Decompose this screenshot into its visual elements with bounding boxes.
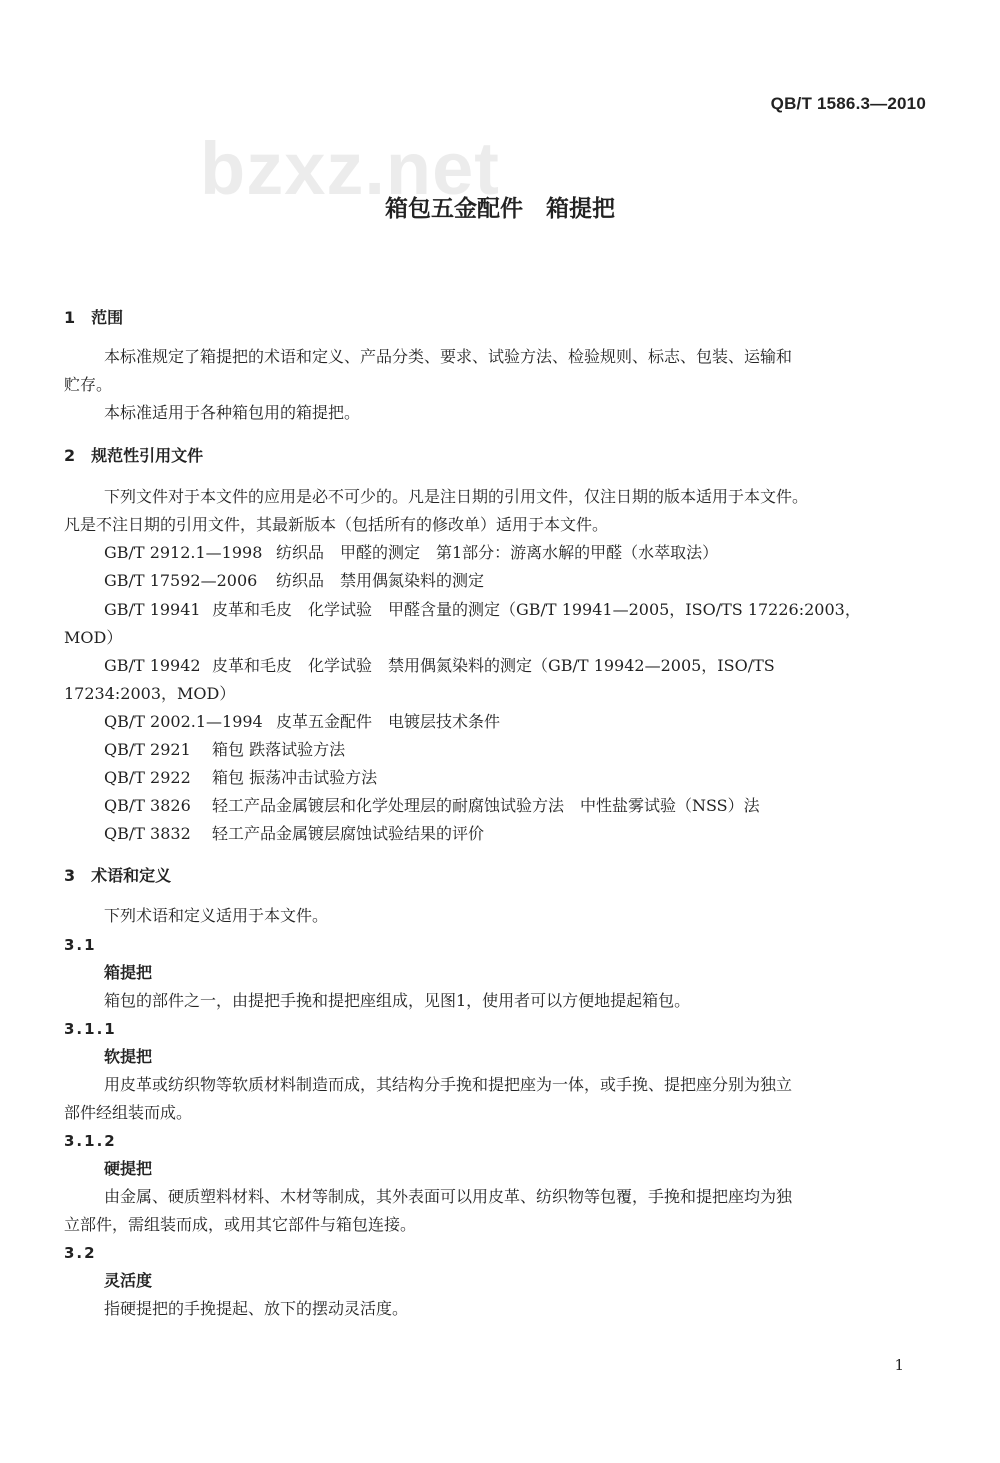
- reference-code: GB/T 2912.1—1998: [104, 543, 263, 562]
- reference-code: QB/T 3832: [104, 824, 191, 843]
- reference-continuation: MOD）: [64, 628, 123, 647]
- paragraph-line: 本标准规定了箱提把的术语和定义、产品分类、要求、试验方法、检验规则、标志、包装、运输和: [104, 347, 793, 366]
- section-heading-1: 1 范围: [64, 308, 124, 327]
- reference-code: GB/T 19942: [104, 656, 201, 675]
- reference-item: [104, 600, 861, 620]
- page-number: 1: [894, 1356, 904, 1374]
- reference-item: [104, 796, 760, 816]
- reference-title: 纺织品 甲醛的测定 第1部分：游离水解的甲醛（水萃取法）: [276, 543, 719, 562]
- clause-number: 3.1: [64, 936, 97, 954]
- section-heading-3: 3 术语和定义: [64, 866, 172, 885]
- reference-code: QB/T 2921: [104, 740, 191, 759]
- reference-title: 皮革和毛皮 化学试验 禁用偶氮染料的测定（GB/T 19942—2005，ISO/TS: [212, 656, 775, 675]
- paragraph-line: 下列文件对于本文件的应用是必不可少的。凡是注日期的引用文件，仅注日期的版本适用于本文件。: [104, 487, 809, 506]
- clause-number: 3.2: [64, 1244, 97, 1262]
- reference-item: [104, 768, 377, 788]
- reference-code: QB/T 3826: [104, 796, 191, 815]
- reference-title: 轻工产品金属镀层和化学处理层的耐腐蚀试验方法 中性盐雾试验（NSS）法: [212, 796, 760, 815]
- clause-number: 3.1.1: [64, 1020, 117, 1038]
- reference-title: 皮革和毛皮 化学试验 甲醛含量的测定（GB/T 19941—2005，ISO/TS 17226:2003，: [212, 600, 861, 619]
- term-definition: 部件经组装而成。: [64, 1103, 193, 1122]
- reference-title: 箱包 振荡冲击试验方法: [212, 768, 378, 787]
- reference-item: [104, 571, 484, 591]
- term-definition: 立部件，需组装而成，或用其它部件与箱包连接。: [64, 1215, 417, 1234]
- reference-item: [104, 712, 500, 732]
- paragraph-line: 本标准适用于各种箱包用的箱提把。: [104, 403, 361, 422]
- section-heading-2: 2 规范性引用文件: [64, 446, 204, 465]
- clause-number: 3.1.2: [64, 1132, 117, 1150]
- reference-item: [104, 543, 718, 563]
- reference-item: [104, 824, 484, 844]
- document-title: 箱包五金配件 箱提把: [385, 196, 615, 222]
- paragraph-line: 下列术语和定义适用于本文件。: [104, 906, 329, 925]
- reference-title: 纺织品 禁用偶氮染料的测定: [276, 571, 485, 590]
- standard-code: QB/T 1586.3—2010: [770, 94, 926, 113]
- watermark: bzxz.net: [200, 127, 500, 210]
- paragraph-line: 凡是不注日期的引用文件，其最新版本（包括所有的修改单）适用于本文件。: [64, 515, 609, 534]
- term-definition: 用皮革或纺织物等软质材料制造而成，其结构分手挽和提把座为一体，或手挽、提把座分别为独立: [104, 1075, 793, 1094]
- reference-title: 皮革五金配件 电镀层技术条件: [276, 712, 501, 731]
- paragraph-line: 贮存。: [64, 375, 113, 394]
- reference-code: GB/T 17592—2006: [104, 571, 258, 590]
- reference-title: 箱包 跌落试验方法: [212, 740, 346, 759]
- reference-item: [104, 740, 345, 760]
- term-definition: 由金属、硬质塑料材料、木材等制成，其外表面可以用皮革、纺织物等包覆，手挽和提把座均为独: [104, 1187, 793, 1206]
- term-name: 灵活度: [104, 1271, 153, 1290]
- term-definition: 指硬提把的手挽提起、放下的摆动灵活度。: [104, 1299, 409, 1318]
- reference-continuation: 17234:2003，MOD）: [64, 684, 236, 703]
- reference-code: GB/T 19941: [104, 600, 201, 619]
- term-name: 硬提把: [104, 1159, 153, 1178]
- reference-item: [104, 656, 775, 676]
- term-definition: 箱包的部件之一，由提把手挽和提把座组成，见图1，使用者可以方便地提起箱包。: [104, 991, 691, 1010]
- reference-title: 轻工产品金属镀层腐蚀试验结果的评价: [212, 824, 485, 843]
- term-name: 箱提把: [104, 963, 153, 982]
- term-name: 软提把: [104, 1047, 153, 1066]
- reference-code: QB/T 2922: [104, 768, 191, 787]
- reference-code: QB/T 2002.1—1994: [104, 712, 263, 731]
